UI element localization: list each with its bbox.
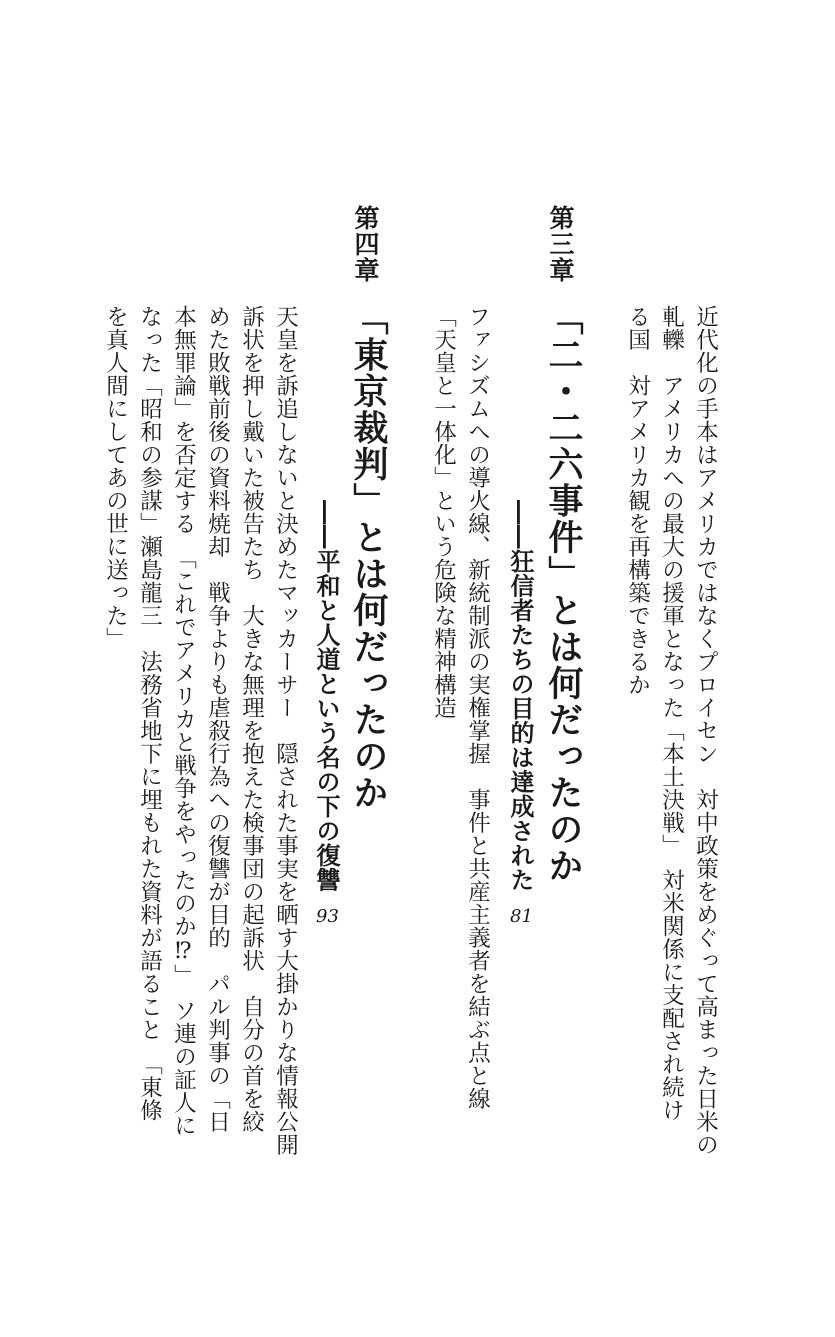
prev-chapter-description-line-3: る国 対アメリカ観を再構築できるか <box>624 305 651 696</box>
chapter-4-title: 「東京裁判」とは何だったのか <box>348 300 389 811</box>
chapter-3-description-line-2: 「天皇と一体化」という危険な精神構造 <box>430 305 457 719</box>
prev-chapter-description-line-1: 近代化の手本はアメリカではなくプロイセン 対中政策をめぐって高まった日米の <box>692 305 719 1156</box>
chapter-3-page-number: 81 <box>510 906 533 927</box>
chapter-4-description-line-2: 訴状を押し戴いた被告たち 大きな無理を抱えた検事団の起訴状 自分の首を絞 <box>238 305 265 1133</box>
chapter-4-description-line-5: なった「昭和の参謀」瀬島龍三 法務省地下に埋もれた資料が語ること 「東條 <box>136 305 163 1122</box>
chapter-4-description-line-1: 天皇を訴追しないと決めたマッカーサー 隠された事実を晒す大掛かりな情報公開 <box>272 305 299 1156</box>
chapter-3-title: 「二・二六事件」とは何だったのか <box>543 300 584 884</box>
chapter-3-label: 第三章 <box>546 205 575 283</box>
chapter-4-description-line-4: 本無罪論」を否定する 「これでアメリカと戦争をやったのか⁉」 ソ連の証人に <box>170 305 197 1137</box>
chapter-3-description-line-1: ファシズムへの導火線、新統制派の実権掌握 事件と共産主義者を結ぶ点と線 <box>464 305 491 1110</box>
prev-chapter-description-line-2: 軋轢 アメリカへの最大の援軍となった「本土決戦」 対米関係に支配され続け <box>658 305 685 1122</box>
chapter-4-description-line-3: めた敗戦前後の資料焼却 戦争よりも虐殺行為への復讐が目的 パル判事の「日 <box>204 305 231 1133</box>
chapter-4-label: 第四章 <box>351 205 380 283</box>
chapter-4-subtitle: ――平和と人道という名の下の復讐 <box>312 500 341 892</box>
chapter-3-subtitle: ――狂信者たちの目的は達成された <box>506 500 535 892</box>
chapter-4-page-number: 93 <box>316 906 339 927</box>
chapter-4-description-line-6: を真人間にしてあの世に送った」 <box>102 305 129 650</box>
